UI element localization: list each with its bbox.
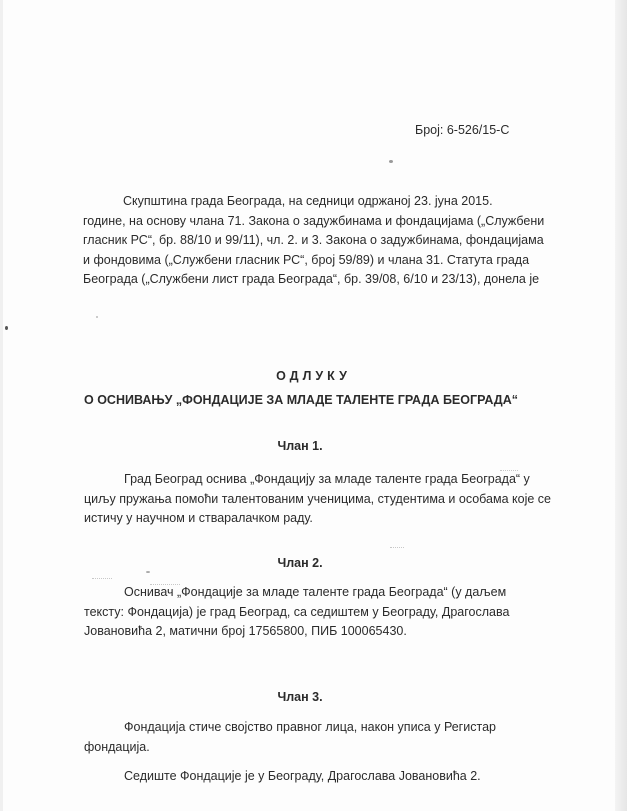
article-line: истичу у научном и стваралачком раду. bbox=[84, 511, 313, 525]
article-line: Јовановића 2, матични број 17565800, ПИБ 100065430. bbox=[84, 624, 407, 638]
scan-speck bbox=[389, 160, 393, 163]
article-3-paragraph-2 bbox=[84, 767, 504, 787]
article-line: фондација. bbox=[84, 739, 150, 754]
document-title: ОДЛУКУ bbox=[276, 369, 351, 383]
preamble-line: године, на основу члана 71. Закона о задужбинама и фондацијама („Службени bbox=[83, 213, 545, 228]
article-line: Фондација стиче својство правног лица, након уписа у Регистар bbox=[124, 720, 496, 734]
scan-speck bbox=[5, 326, 8, 330]
page-right-edge-shadow bbox=[615, 0, 627, 811]
preamble-line: гласник РС“, бр. 88/10 и 99/11), чл. 2. и 3. Закона о задужбинама, фондацијама bbox=[83, 233, 544, 247]
document-subtitle: О ОСНИВАЊУ „ФОНДАЦИЈЕ ЗА МЛАДЕ ТАЛЕНТЕ ГРАДА БЕОГРАДА“ bbox=[84, 393, 518, 407]
article-line: циљу пружања помоћи талентованим ученицима, студентима и особама које се bbox=[84, 491, 551, 506]
preamble-paragraph bbox=[83, 192, 545, 290]
article-2-paragraph bbox=[84, 583, 510, 642]
reference-number: Број: 6-526/15-С bbox=[415, 123, 510, 137]
scan-smudge bbox=[390, 547, 404, 548]
article-2-heading: Члан 2. bbox=[277, 556, 323, 570]
article-line: Град Београд оснива „Фондацију за младе таленте града Београда“ у bbox=[124, 472, 530, 486]
article-1-heading: Члан 1. bbox=[277, 439, 323, 453]
article-line: Оснивач „Фондације за младе таленте града Београда“ (у даљем bbox=[124, 585, 507, 599]
article-3-heading: Члан 3. bbox=[277, 690, 323, 704]
article-line: тексту: Фондација) је град Београд, са седиштем у Београду, Драгослава bbox=[84, 604, 510, 619]
preamble-line: Скупштина града Београда, на седници одржаној 23. јуна 2015. bbox=[123, 194, 493, 208]
preamble-line: Београда („Службени лист града Београда“, бр. 39/08, 6/10 и 23/13), донела је bbox=[83, 272, 540, 286]
article-3-paragraph bbox=[84, 718, 504, 757]
article-1-paragraph bbox=[84, 470, 551, 529]
scan-speck bbox=[96, 316, 98, 318]
scan-smudge bbox=[92, 578, 112, 579]
article-line: Седиште Фондације је у Београду, Драгослава Јовановића 2. bbox=[124, 769, 481, 783]
preamble-line: и фондовима („Службени гласник РС“, број 59/89) и члана 31. Статута града bbox=[83, 252, 530, 267]
